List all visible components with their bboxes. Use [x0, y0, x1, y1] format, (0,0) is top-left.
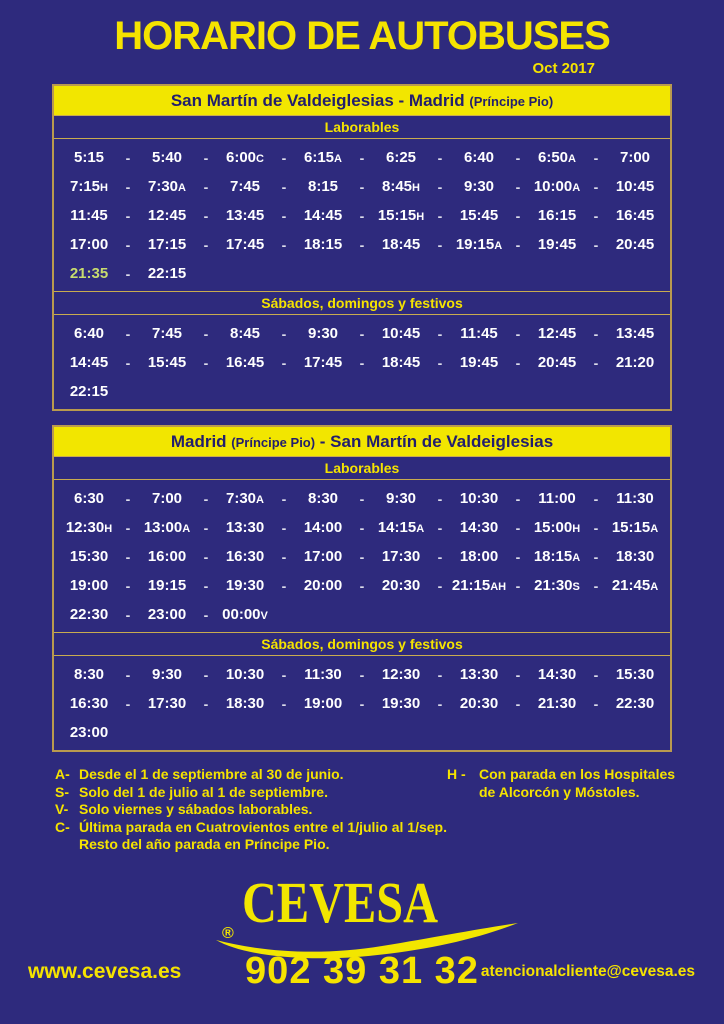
- time-cell: 8:45H: [382, 178, 420, 195]
- time-suffix: H: [416, 211, 425, 223]
- dash-separator: -: [359, 325, 365, 342]
- dash-separator: -: [281, 178, 287, 195]
- time-cell: 14:30: [537, 666, 577, 683]
- time-cell: 22:15: [69, 383, 109, 400]
- footnote-key: [55, 836, 79, 854]
- time-cell: 15:30: [69, 548, 109, 565]
- schedule-row: [54, 259, 670, 288]
- dash-separator: -: [515, 149, 521, 166]
- time-suffix: V: [260, 610, 268, 622]
- timetables-container: [0, 84, 724, 752]
- dash-separator: -: [125, 695, 131, 712]
- time-cell: 18:15A: [533, 548, 581, 565]
- time-cell: 10:45: [615, 178, 655, 195]
- time-suffix: AH: [490, 581, 507, 593]
- time-cell: 15:15H: [377, 207, 425, 224]
- time-cell: 6:40: [73, 325, 105, 342]
- time-cell: 21:15AH: [451, 577, 507, 594]
- dash-separator: -: [203, 149, 209, 166]
- dash-separator: -: [125, 548, 131, 565]
- dash-separator: -: [203, 666, 209, 683]
- time-cell: 16:45: [225, 354, 265, 371]
- time-suffix: H: [100, 182, 108, 194]
- time-cell: 16:30: [225, 548, 265, 565]
- dash-separator: -: [515, 490, 521, 507]
- time-cell: 7:30A: [148, 178, 186, 195]
- dash-separator: -: [515, 695, 521, 712]
- schedule-row: [54, 513, 670, 542]
- time-cell: 18:00: [459, 548, 499, 565]
- dash-separator: -: [437, 490, 443, 507]
- dash-separator: -: [125, 606, 131, 623]
- footnote-column-left: [55, 766, 447, 854]
- time-cell: 8:15: [307, 178, 339, 195]
- time-cell: 14:45: [69, 354, 109, 371]
- dash-separator: -: [359, 149, 365, 166]
- dash-separator: -: [359, 178, 365, 195]
- time-cell: 20:45: [537, 354, 577, 371]
- dash-separator: -: [281, 548, 287, 565]
- time-cell: 17:45: [303, 354, 343, 371]
- dash-separator: -: [359, 548, 365, 565]
- time-cell: 17:00: [69, 236, 109, 253]
- schedule-row: [54, 230, 670, 259]
- time-cell: 6:00C: [226, 149, 264, 166]
- time-cell: 14:30: [459, 519, 499, 536]
- footnote-key: V-: [55, 801, 69, 817]
- footnote-key: [447, 784, 479, 802]
- time-suffix: A: [416, 523, 425, 535]
- time-cell: 21:30S: [534, 577, 580, 594]
- dash-separator: -: [281, 666, 287, 683]
- schedule-rows: [54, 656, 670, 750]
- time-cell: 6:40: [463, 149, 495, 166]
- time-suffix: A: [178, 182, 186, 194]
- time-cell: 13:45: [615, 325, 655, 342]
- time-cell: 7:45: [151, 325, 183, 342]
- time-cell: 20:45: [615, 236, 655, 253]
- dash-separator: -: [515, 178, 521, 195]
- time-cell: 21:20: [615, 354, 655, 371]
- time-cell: 11:30: [616, 490, 654, 507]
- dash-separator: -: [437, 577, 443, 594]
- schedule-row: [54, 348, 670, 377]
- dash-separator: -: [593, 149, 599, 166]
- time-cell: 9:30: [463, 178, 495, 195]
- time-cell: 19:45: [459, 354, 499, 371]
- time-cell: 5:40: [151, 149, 183, 166]
- timetable-title: [54, 427, 670, 456]
- footnote-column-right: [447, 766, 724, 854]
- dash-separator: -: [281, 519, 287, 536]
- schedule-row: [54, 600, 670, 629]
- dash-separator: -: [281, 354, 287, 371]
- time-suffix: A: [256, 494, 264, 506]
- schedule-rows: [54, 315, 670, 409]
- dash-separator: -: [515, 236, 521, 253]
- dash-separator: -: [593, 207, 599, 224]
- dash-separator: -: [437, 519, 443, 536]
- dash-separator: -: [515, 354, 521, 371]
- timetable-title: [54, 86, 670, 115]
- dash-separator: -: [593, 236, 599, 253]
- time-suffix: S: [572, 581, 580, 593]
- website-label: www.cevesa.es: [28, 959, 182, 983]
- dash-separator: -: [437, 354, 443, 371]
- dash-separator: -: [593, 577, 599, 594]
- time-cell: 21:45A: [611, 577, 659, 594]
- time-cell: 12:30H: [65, 519, 113, 536]
- dash-separator: -: [515, 207, 521, 224]
- time-cell: 7:15H: [70, 178, 108, 195]
- dash-separator: -: [203, 207, 209, 224]
- dash-separator: -: [593, 354, 599, 371]
- schedule-row: [54, 660, 670, 689]
- dash-separator: -: [125, 265, 131, 282]
- cevesa-logo-text: CEVESA: [242, 869, 439, 935]
- footnote-text: de Alcorcón y Móstoles.: [479, 783, 640, 800]
- time-cell: 17:30: [381, 548, 421, 565]
- section-header: Laborables: [54, 456, 670, 480]
- time-cell: 14:15A: [377, 519, 425, 536]
- dash-separator: -: [437, 149, 443, 166]
- dash-separator: -: [203, 695, 209, 712]
- time-cell: 15:45: [147, 354, 187, 371]
- footnote-line: [55, 819, 447, 837]
- time-cell: 20:30: [381, 577, 421, 594]
- time-cell: 16:45: [615, 207, 655, 224]
- time-cell: 23:00: [147, 606, 187, 623]
- footnote-text: Con parada en los Hospitales: [479, 766, 676, 782]
- dash-separator: -: [593, 325, 599, 342]
- time-cell: 6:25: [385, 149, 417, 166]
- schedule-row: [54, 143, 670, 172]
- dash-separator: -: [437, 207, 443, 224]
- dash-separator: -: [593, 695, 599, 712]
- dash-separator: -: [281, 325, 287, 342]
- dash-separator: -: [203, 236, 209, 253]
- footnote-key: C-: [55, 818, 70, 835]
- time-cell: 11:45: [460, 325, 498, 342]
- dash-separator: -: [359, 577, 365, 594]
- time-suffix: A: [568, 153, 576, 165]
- time-suffix: H: [412, 182, 420, 194]
- time-cell: 9:30: [385, 490, 417, 507]
- time-cell: 17:45: [225, 236, 265, 253]
- time-cell: 16:00: [147, 548, 187, 565]
- time-cell: 18:45: [381, 236, 421, 253]
- dash-separator: -: [125, 207, 131, 224]
- time-cell: 15:30: [615, 666, 655, 683]
- time-cell: 11:30: [304, 666, 342, 683]
- dash-separator: -: [437, 325, 443, 342]
- time-cell: 17:15: [147, 236, 187, 253]
- time-suffix: A: [494, 240, 503, 252]
- time-cell: 6:15A: [304, 149, 342, 166]
- dash-separator: -: [125, 519, 131, 536]
- schedule-row: [54, 377, 670, 406]
- schedule-row: [54, 718, 670, 747]
- time-cell: 22:30: [69, 606, 109, 623]
- footnote-text: Resto del año parada en Príncipe Pio.: [79, 836, 330, 852]
- time-suffix: A: [572, 552, 581, 564]
- dash-separator: -: [593, 178, 599, 195]
- schedule-rows: [54, 480, 670, 632]
- time-suffix: A: [572, 182, 581, 194]
- dash-separator: -: [359, 236, 365, 253]
- dash-separator: -: [593, 548, 599, 565]
- dash-separator: -: [203, 548, 209, 565]
- footnote-line: [55, 801, 447, 819]
- time-cell: 16:15: [537, 207, 577, 224]
- date-label: Oct 2017: [532, 60, 595, 77]
- time-suffix: H: [572, 523, 581, 535]
- time-cell: 12:45: [537, 325, 577, 342]
- time-cell: 6:30: [73, 490, 105, 507]
- time-cell: 19:30: [381, 695, 421, 712]
- time-cell: 19:30: [225, 577, 265, 594]
- time-cell: 10:00A: [533, 178, 581, 195]
- time-cell: 15:00H: [533, 519, 581, 536]
- time-cell: 18:15: [303, 236, 343, 253]
- time-cell: 11:00: [538, 490, 576, 507]
- schedule-row: [54, 201, 670, 230]
- dash-separator: -: [125, 236, 131, 253]
- phone-number: 902 39 31 32: [245, 950, 479, 992]
- time-cell: 13:45: [225, 207, 265, 224]
- time-suffix: A: [650, 523, 659, 535]
- footnote-text: Desde el 1 de septiembre al 30 de junio.: [79, 766, 344, 782]
- footnote-key: A-: [55, 766, 70, 782]
- time-cell: 9:30: [307, 325, 339, 342]
- time-cell: 22:30: [615, 695, 655, 712]
- dash-separator: -: [125, 577, 131, 594]
- dash-separator: -: [281, 490, 287, 507]
- footnotes: [55, 766, 724, 854]
- dash-separator: -: [203, 519, 209, 536]
- schedule-row: [54, 319, 670, 348]
- time-cell: 20:30: [459, 695, 499, 712]
- time-cell: 13:30: [225, 519, 265, 536]
- time-cell: 17:00: [303, 548, 343, 565]
- dash-separator: -: [593, 519, 599, 536]
- time-cell: 18:45: [381, 354, 421, 371]
- dash-separator: -: [437, 178, 443, 195]
- footnote-text: Solo viernes y sábados laborables.: [79, 801, 313, 817]
- title-part: San Martín de Valdeiglesias - Madrid: [170, 91, 470, 110]
- time-cell: 17:30: [147, 695, 187, 712]
- time-cell: 13:30: [459, 666, 499, 683]
- dash-separator: -: [515, 519, 521, 536]
- dash-separator: -: [203, 577, 209, 594]
- title-part: - San Martín de Valdeiglesias: [315, 432, 554, 451]
- dash-separator: -: [203, 325, 209, 342]
- time-cell: 21:30: [537, 695, 577, 712]
- footnote-line: [447, 766, 724, 784]
- footnote-line: [55, 766, 447, 784]
- time-cell: 7:30A: [226, 490, 264, 507]
- time-cell: 14:45: [303, 207, 343, 224]
- time-cell: 8:45: [229, 325, 261, 342]
- schedule-row: [54, 172, 670, 201]
- footnote-line: [55, 784, 447, 802]
- dash-separator: -: [359, 666, 365, 683]
- email-label: atencionalcliente@cevesa.es: [480, 962, 695, 980]
- footnote-text: Última parada en Cuatrovientos entre el 1/julio al 1/sep.: [79, 818, 447, 835]
- dash-separator: -: [593, 666, 599, 683]
- dash-separator: -: [437, 695, 443, 712]
- timetable: [52, 84, 672, 411]
- time-suffix: C: [256, 153, 264, 165]
- page-title: HORARIO DE AUTOBUSES: [114, 14, 610, 58]
- time-suffix: A: [650, 581, 659, 593]
- time-cell: 16:30: [69, 695, 109, 712]
- schedule-row: [54, 571, 670, 600]
- title-part: (Príncipe Pio): [231, 435, 316, 450]
- dash-separator: -: [359, 354, 365, 371]
- dash-separator: -: [125, 666, 131, 683]
- schedule-row: [54, 542, 670, 571]
- time-cell: 21:35: [69, 265, 109, 282]
- time-cell: 7:45: [229, 178, 261, 195]
- timetable: [52, 425, 672, 752]
- time-suffix: A: [334, 153, 342, 165]
- schedule-rows: [54, 139, 670, 291]
- dash-separator: -: [437, 666, 443, 683]
- time-cell: 19:00: [303, 695, 343, 712]
- time-cell: 7:00: [151, 490, 183, 507]
- time-cell: 00:00V: [222, 606, 268, 623]
- dash-separator: -: [359, 519, 365, 536]
- dash-separator: -: [359, 695, 365, 712]
- time-cell: 15:45: [459, 207, 499, 224]
- dash-separator: -: [515, 577, 521, 594]
- time-cell: 19:45: [537, 236, 577, 253]
- dash-separator: -: [281, 695, 287, 712]
- time-cell: 12:45: [147, 207, 187, 224]
- section-header: Sábados, domingos y festivos: [54, 291, 670, 315]
- dash-separator: -: [125, 149, 131, 166]
- section-header: Sábados, domingos y festivos: [54, 632, 670, 656]
- time-cell: 8:30: [73, 666, 105, 683]
- time-cell: 10:30: [225, 666, 265, 683]
- time-cell: 7:00: [619, 149, 651, 166]
- contact-row: [0, 950, 724, 993]
- dash-separator: -: [281, 577, 287, 594]
- time-cell: 15:15A: [611, 519, 659, 536]
- time-suffix: H: [104, 523, 113, 535]
- time-cell: 18:30: [225, 695, 265, 712]
- dash-separator: -: [125, 325, 131, 342]
- footnote-key: S-: [55, 783, 69, 800]
- schedule-row: [54, 484, 670, 513]
- time-cell: 20:00: [303, 577, 343, 594]
- footnote-key: H -: [447, 766, 466, 782]
- dash-separator: -: [203, 490, 209, 507]
- time-cell: 19:00: [69, 577, 109, 594]
- time-cell: 6:50A: [538, 149, 576, 166]
- time-cell: 11:45: [70, 207, 108, 224]
- dash-separator: -: [515, 666, 521, 683]
- time-cell: 10:45: [381, 325, 421, 342]
- footnote-text: Solo del 1 de julio al 1 de septiembre.: [79, 783, 328, 800]
- dash-separator: -: [203, 178, 209, 195]
- dash-separator: -: [281, 207, 287, 224]
- dash-separator: -: [125, 490, 131, 507]
- title-part: (Príncipe Pio): [469, 94, 554, 109]
- time-cell: 19:15A: [455, 236, 503, 253]
- dash-separator: -: [593, 490, 599, 507]
- dash-separator: -: [359, 490, 365, 507]
- dash-separator: -: [515, 325, 521, 342]
- dash-separator: -: [281, 149, 287, 166]
- registered-mark: ®: [222, 924, 234, 942]
- time-suffix: A: [182, 523, 191, 535]
- time-cell: 13:00A: [143, 519, 191, 536]
- dash-separator: -: [281, 236, 287, 253]
- dash-separator: -: [203, 354, 209, 371]
- dash-separator: -: [125, 354, 131, 371]
- title-part: Madrid: [170, 432, 232, 451]
- dash-separator: -: [203, 606, 209, 623]
- time-cell: 18:30: [615, 548, 655, 565]
- dash-separator: -: [437, 548, 443, 565]
- dash-separator: -: [437, 236, 443, 253]
- time-cell: 22:15: [147, 265, 187, 282]
- footnote-line: [55, 836, 447, 854]
- time-cell: 5:15: [73, 149, 105, 166]
- dash-separator: -: [359, 207, 365, 224]
- time-cell: 9:30: [151, 666, 183, 683]
- time-cell: 10:30: [459, 490, 499, 507]
- dash-separator: -: [125, 178, 131, 195]
- dash-separator: -: [515, 548, 521, 565]
- time-cell: 8:30: [307, 490, 339, 507]
- time-cell: 23:00: [69, 724, 109, 741]
- time-cell: 12:30: [381, 666, 421, 683]
- time-cell: 14:00: [303, 519, 343, 536]
- section-header: Laborables: [54, 115, 670, 139]
- schedule-row: [54, 689, 670, 718]
- footnote-line: [447, 784, 724, 802]
- time-cell: 19:15: [147, 577, 187, 594]
